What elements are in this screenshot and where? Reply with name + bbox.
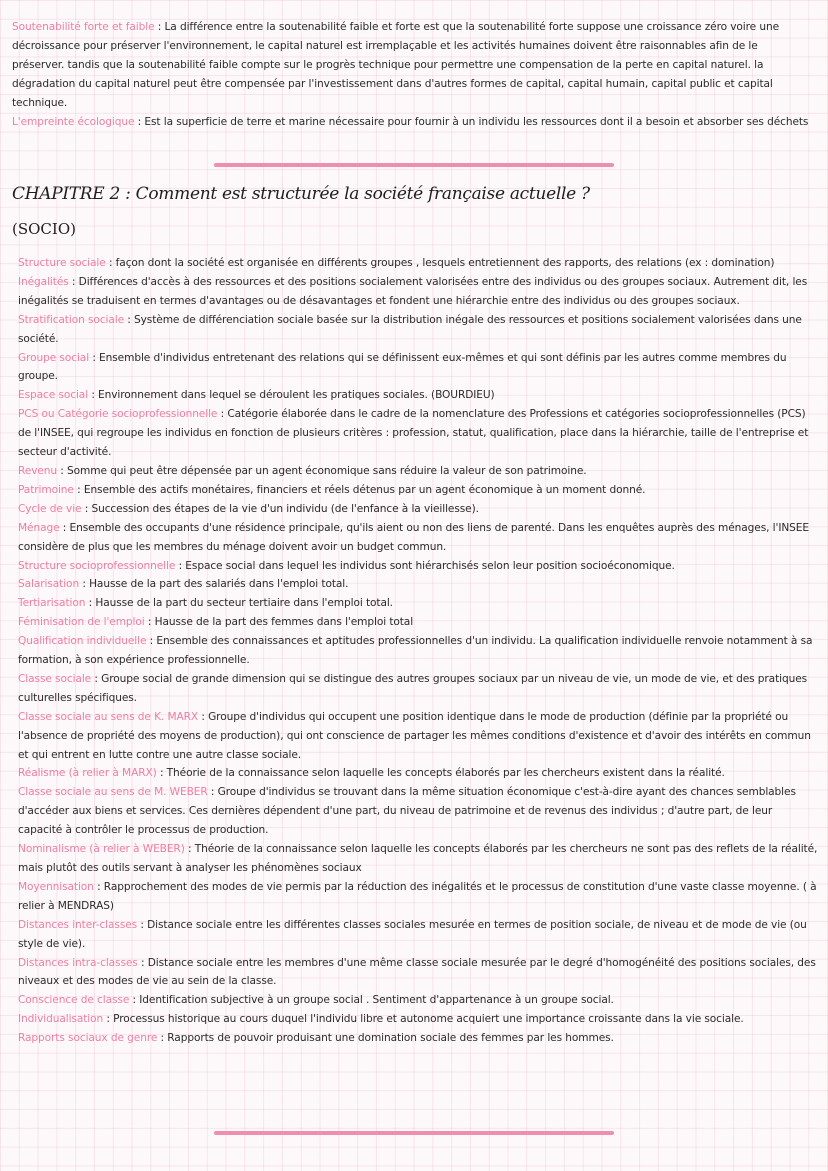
definition-entry: [12, 113, 812, 132]
definition-text: : Hausse de la part des femmes dans l'emploi total: [144, 616, 414, 629]
definition-term: Ménage: [18, 521, 60, 534]
definition-entry: [18, 783, 818, 840]
definition-term: Moyennisation: [18, 880, 94, 893]
definition-term: Cycle de vie: [18, 502, 82, 515]
definition-text: : Hausse de la part des salariés dans l'emploi total.: [79, 578, 349, 591]
definition-text: : Rapports de pouvoir produisant une domination sociale des femmes par les hommes.: [157, 1032, 614, 1045]
definition-term: Conscience de classe: [18, 994, 130, 1007]
definition-entry: [18, 349, 818, 387]
definition-term: Stratification sociale: [18, 313, 124, 326]
definition-entry: [18, 575, 818, 594]
definition-term: Inégalités: [18, 275, 69, 288]
definition-text: : Différences d'accès à des ressources et des positions socialement valorisées entre des individus ou des groupes sociaux. Autrement dit, les inégalités se traduisent en termes d'avantages ou de désavantages et fondent une hiérarchie entre des individus ou des groupes sociaux.: [18, 275, 808, 307]
definition-term: Structure sociale: [18, 257, 106, 269]
section-label: (SOCIO): [12, 220, 76, 238]
definition-term: Tertiarisation: [18, 597, 86, 610]
definition-text: : Est la superficie de terre et marine nécessaire pour fournir à un individu les ressources dont il a besoin et absorber ses déchets: [134, 115, 809, 128]
definition-text: : Somme qui peut être dépensée par un agent économique sans réduire la valeur de son patrimoine.: [57, 464, 587, 477]
definition-text: : Rapprochement des modes de vie permis par la réduction des inégalités et le processus de constitution d'une vaste classe moyenne. ( à relier à MENDRAS): [18, 880, 817, 912]
definition-term: Patrimoine: [18, 483, 74, 496]
definition-text: : Espace social dans lequel les individus sont hiérarchisés selon leur position socioéconomique.: [175, 559, 675, 572]
definition-text: : Ensemble des connaissances et aptitudes professionnelles d'un individu. La qualification individuelle renvoie notamment à sa formation, à son expérience professionnelle.: [18, 635, 813, 667]
definition-term: PCS ou Catégorie socioprofessionnelle: [18, 408, 218, 421]
definition-entry: [12, 18, 812, 113]
definition-term: Nominalisme (à relier à WEBER): [18, 843, 185, 856]
definition-term: Revenu: [18, 464, 58, 477]
definition-term: Distances intra-classes: [18, 956, 138, 969]
definition-term: Classe sociale: [18, 672, 92, 685]
definition-text: : Groupe social de grande dimension qui se distingue des autres groupes sociaux par un niveau de vie, un mode de vie, et des pratiques culturelles spécifiques.: [18, 672, 808, 704]
definition-text: : La différence entre la soutenabilité faible et forte est que la soutenabilité forte suppose une croissance zéro voire une décroissance pour préserver l'environnement, le capital naturel est irremplaçable et les activités humaines doivent être raisonnables afin de le préserver. tandis que la soutenabilité faible compte sur le progrès technique pour permettre une compensation de la perte en capital naturel. la dégradation du capital naturel peut être compensée par l'investissement dans d'autres formes de capital, capital humain, capital public et capital technique.: [12, 21, 779, 109]
intro-definitions: [12, 18, 812, 131]
definition-text: : Système de différenciation sociale basée sur la distribution inégale des ressources et positions socialement valorisées dans une société.: [18, 313, 802, 345]
definition-entry: [18, 557, 818, 576]
definition-entry: [18, 708, 818, 765]
definition-text: : Ensemble des actifs monétaires, financiers et réels détenus par un agent économique à un moment donné.: [73, 483, 646, 496]
definition-term: Féminisation de l'emploi: [18, 616, 145, 629]
definition-entry: [18, 273, 818, 311]
definition-text: : Processus historique au cours duquel l'individu libre et autonome acquiert une importance croissante dans la vie sociale.: [103, 1013, 744, 1026]
definition-entry: [18, 254, 818, 273]
definition-term: Soutenabilité forte et faible: [12, 21, 155, 33]
definition-entry: [18, 386, 818, 405]
definition-term: Classe sociale au sens de M. WEBER: [18, 786, 208, 799]
definition-term: Groupe social: [18, 351, 90, 364]
definition-entry: [18, 500, 818, 519]
definition-entry: [18, 1010, 818, 1029]
definition-term: Salarisation: [18, 578, 80, 591]
definition-entry: [18, 613, 818, 632]
definition-text: : Théorie de la connaissance selon laquelle les concepts élaborés par les chercheurs existent dans la réalité.: [156, 767, 725, 780]
definition-entry: [18, 840, 818, 878]
separator-line: [214, 163, 614, 167]
definition-entry: [18, 916, 818, 954]
definition-term: Individualisation: [18, 1013, 104, 1026]
separator-line: [214, 1131, 614, 1135]
definition-term: Classe sociale au sens de K. MARX: [18, 710, 199, 723]
definition-text: : façon dont la société est organisée en différents groupes , lesquels entretiennent des rapports, des relations (ex : domination): [105, 257, 775, 269]
definition-text: : Ensemble d'individus entretenant des relations qui se définissent eux-mêmes et qui sont définis par les autres comme membres du groupe.: [18, 351, 787, 383]
definition-text: : Catégorie élaborée dans le cadre de la nomenclature des Professions et catégories socioprofessionnelles (PCS) de l'INSEE, qui regroupe les individus en fonction de plusieurs critères : profession, statut, qualification, place dans la hiérarchie, taille de l'entreprise et secteur d'activité.: [18, 408, 809, 459]
definition-entry: [18, 594, 818, 613]
definition-entry: [18, 991, 818, 1010]
definition-entry: [18, 311, 818, 349]
chapter-title: CHAPITRE 2 : Comment est structurée la société française actuelle ?: [12, 184, 590, 204]
definition-entry: [18, 878, 818, 916]
definition-text: : Ensemble des occupants d'une résidence principale, qu'ils aient ou non des liens de parenté. Dans les enquêtes auprès des ménages, l'INSEE considère de plus que les membres du ménage doivent avoir un budget commun.: [18, 521, 809, 553]
definition-term: L'empreinte écologique: [12, 115, 135, 128]
definition-term: Distances inter-classes: [18, 918, 138, 931]
definition-term: Qualification individuelle: [18, 635, 147, 648]
definition-entry: [18, 632, 818, 670]
definition-entry: [18, 670, 818, 708]
definition-text: : Groupe d'individus qui occupent une position identique dans le mode de production (définie par la propriété ou l'absence de propriété des moyens de production), qui ont conscience de partager les mêmes conditions d'existence et d'avoir des intérêts en commun et qui entrent en lutte contre une autre classe sociale.: [18, 710, 811, 761]
definition-entry: [18, 954, 818, 992]
definition-text: : Environnement dans lequel se déroulent les pratiques sociales. (BOURDIEU): [88, 389, 495, 402]
definition-entry: [18, 405, 818, 462]
definition-term: Espace social: [18, 389, 89, 402]
definition-term: Structure socioprofessionnelle: [18, 559, 176, 572]
definition-text: : Groupe d'individus se trouvant dans la même situation économique c'est-à-dire ayant des chances semblables d'accéder aux biens et services. Ces dernières dépendent d'une part, du niveau de patrimoine et de revenus des individus ; d'autre part, de leur capacité à contrôler le processus de production.: [18, 786, 796, 837]
definition-term: Réalisme (à relier à MARX): [18, 767, 157, 780]
definition-text: : Succession des étapes de la vie d'un individu (de l'enfance à la vieillesse).: [81, 502, 479, 515]
definition-entry: [18, 462, 818, 481]
definition-text: : Distance sociale entre les membres d'une même classe sociale mesurée par le degré d'homogénéité des positions sociales, des niveaux et des modes de vie au sein de la classe.: [18, 956, 816, 988]
definitions-list: [18, 254, 818, 1048]
definition-term: Rapports sociaux de genre: [18, 1032, 158, 1045]
definition-text: : Identification subjective à un groupe social . Sentiment d'appartenance à un groupe social.: [129, 994, 614, 1007]
definition-text: : Hausse de la part du secteur tertiaire dans l'emploi total.: [85, 597, 393, 610]
definition-entry: [18, 1029, 818, 1048]
definition-entry: [18, 764, 818, 783]
definition-text: : Distance sociale entre les différentes classes sociales mesurée en termes de position sociale, de niveau et de mode de vie (ou style de vie).: [18, 918, 807, 950]
definition-entry: [18, 519, 818, 557]
definition-text: : Théorie de la connaissance selon laquelle les concepts élaborés par les chercheurs ne sont pas des reflets de la réalité, mais plutôt des outils servant à analyser les phénomènes sociaux: [18, 843, 818, 874]
definition-entry: [18, 481, 818, 500]
